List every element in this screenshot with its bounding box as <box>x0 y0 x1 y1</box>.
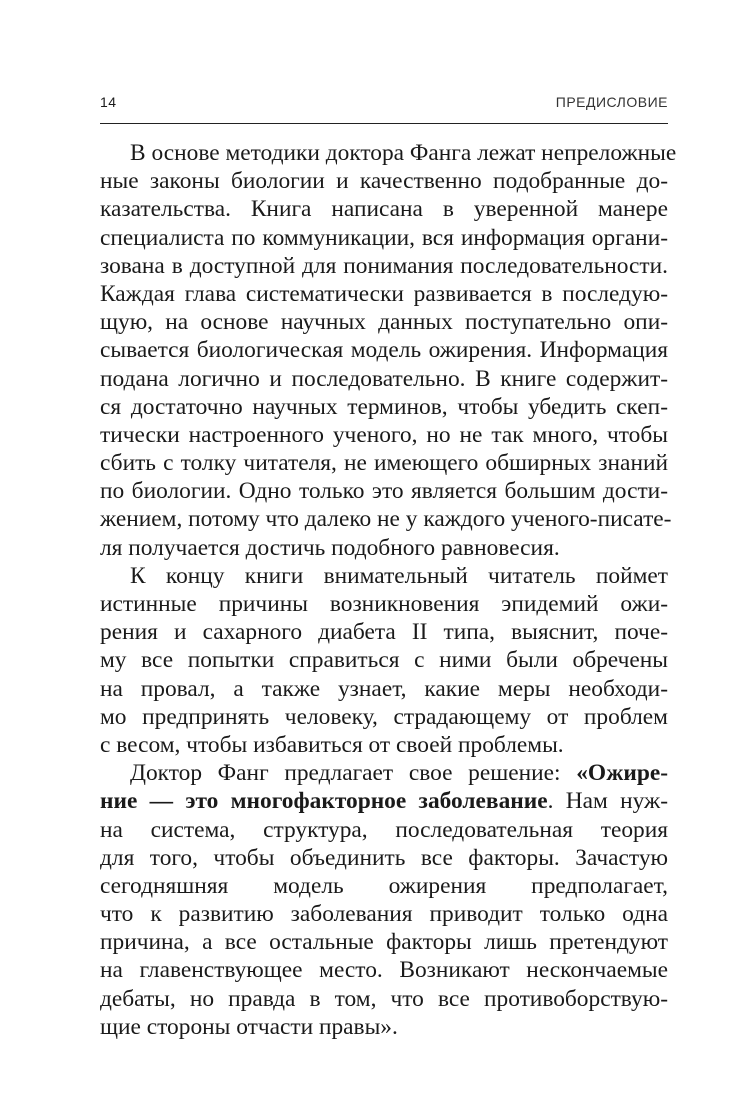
text-line: на главенствующее место. Возникают нескончаемые <box>100 957 668 984</box>
bold-text: ние — это многофакторное заболевание <box>100 788 548 815</box>
text-line <box>100 759 668 787</box>
text-line: на система, структура, последовательная теория <box>100 816 668 843</box>
text-line: по биологии. Одно только это является большим дости- <box>100 478 668 505</box>
text-line: Каждая глава систематически развивается в последую- <box>100 280 668 307</box>
text-line: мо предпринять человеку, страдающему от проблем <box>100 703 668 730</box>
text-line: сывается биологическая модель ожирения. Информация <box>100 337 668 364</box>
page-number: 14 <box>100 94 117 110</box>
paragraph-1 <box>100 139 677 562</box>
text-run: Доктор Фанг предлагает свое решение: <box>130 760 577 787</box>
text-line: с весом, чтобы избавиться от своей проблемы. <box>100 731 564 758</box>
text-line: на провал, а также узнает, какие меры необходи- <box>100 675 668 702</box>
text-line: сбить с толку читателя, не имеющего обширных знаний <box>100 450 668 477</box>
text-line: причина, а все остальные факторы лишь претендуют <box>100 929 668 956</box>
text-line: для того, чтобы объединить все факторы. Зачастую <box>100 844 668 871</box>
text-line: В основе методики доктора Фанга лежат непреложные <box>130 140 677 166</box>
paragraph-2 <box>100 562 668 759</box>
text-line: ся достаточно научных терминов, чтобы убедить скеп- <box>100 393 668 420</box>
text-line: рения и сахарного диабета II типа, выяснит, поче- <box>100 619 668 646</box>
text-line: специалиста по коммуникации, вся информация органи- <box>100 224 668 251</box>
text-line: тически настроенного ученого, но не так много, чтобы <box>100 421 668 448</box>
text-line: К концу книги внимательный читатель поймет <box>130 562 668 589</box>
text-line: щую, на основе научных данных поступательно опи- <box>100 309 668 336</box>
text-line: жением, потому что далеко не у каждого ученого-писате- <box>100 506 672 533</box>
text-line: подана логично и последовательно. В книге содержит- <box>100 365 668 392</box>
header-rule <box>100 123 668 124</box>
running-head: ПРЕДИСЛОВИЕ <box>555 94 668 110</box>
text-run: . Нам нуж- <box>547 788 668 815</box>
text-line: истинные причины возникновения эпидемий ожи- <box>100 591 668 617</box>
text-line: ные законы биологии и качественно подобранные до- <box>100 168 668 195</box>
text-line: дебаты, но правда в том, что все противоборствую- <box>100 985 668 1012</box>
text-line: щие стороны отчасти правы». <box>100 1013 398 1040</box>
body-text <box>100 139 677 1041</box>
text-line: казательства. Книга написана в уверенной манере <box>100 196 668 223</box>
text-line: ля получается достичь подобного равновесия. <box>100 534 560 561</box>
paragraph-3 <box>100 759 668 1041</box>
text-line: зована в доступной для понимания последовательности. <box>100 252 668 279</box>
bold-text: «Ожире- <box>576 760 668 787</box>
text-line: сегодняшняя модель ожирения предполагает, <box>100 872 668 899</box>
text-line <box>100 787 668 815</box>
text-line: что к развитию заболевания приводит только одна <box>100 901 668 928</box>
page-header <box>100 94 668 118</box>
text-line: му все попытки справиться с ними были обречены <box>100 647 668 674</box>
